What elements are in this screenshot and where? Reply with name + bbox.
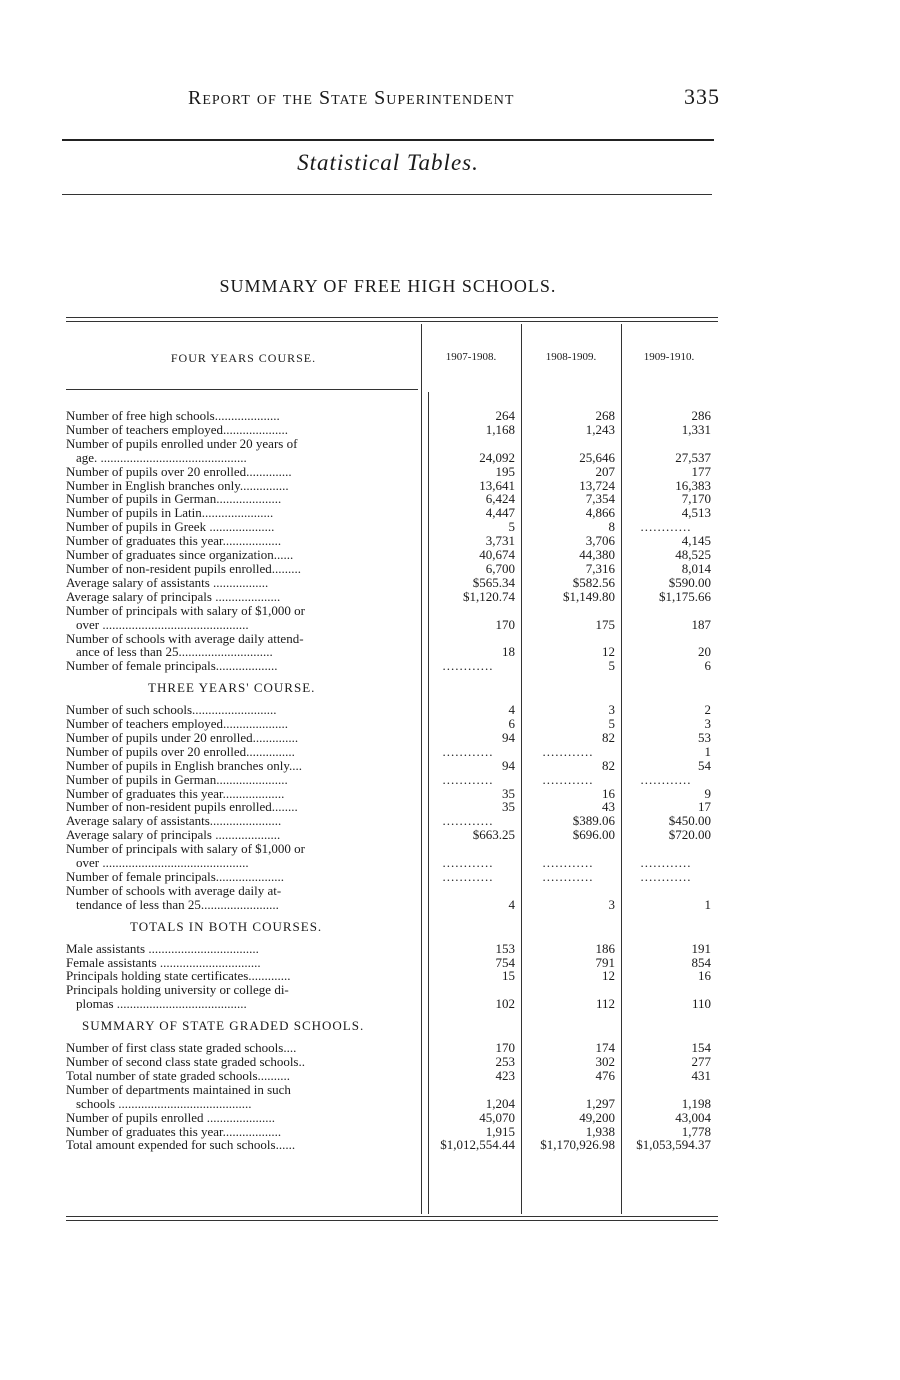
row-label-line: Number of schools with average daily at- <box>66 882 282 898</box>
table-row <box>66 632 722 660</box>
row-label-line: Total amount expended for such schools...... <box>66 1137 296 1153</box>
row-value: 186 <box>595 940 615 956</box>
row-value: 153 <box>495 940 515 956</box>
row-label-line: Average salary of principals .................... <box>66 827 281 843</box>
row-label-line: Number of graduates since organization...... <box>66 547 294 563</box>
row-label-line: Number of graduates this year.................. <box>66 533 282 549</box>
row-value: 5 <box>508 519 515 535</box>
row-label-line: Average salary of principals .................... <box>66 588 281 604</box>
table-row <box>66 800 722 814</box>
row-label <box>66 828 421 842</box>
graded-section <box>66 1041 722 1152</box>
table-row <box>66 1125 722 1139</box>
row-value: 170 <box>495 616 515 632</box>
table-row <box>66 562 722 576</box>
row-label-line: Number of second class state graded schools.. <box>66 1053 305 1069</box>
row-value: 6,424 <box>485 491 515 507</box>
row-label <box>66 1083 421 1111</box>
row-label-line: Number of pupils over 20 enrolled.............. <box>66 463 292 479</box>
row-label-line: Number of teachers employed.................... <box>66 421 289 437</box>
table-row <box>66 703 722 717</box>
four-year-section <box>66 409 722 673</box>
table-row <box>66 942 722 956</box>
table-row <box>66 814 722 828</box>
row-value: 154 <box>691 1040 711 1056</box>
row-label-line: Number of pupils enrolled under 20 years of <box>66 435 298 451</box>
row-label <box>66 1111 421 1125</box>
row-value: 4,447 <box>485 505 515 521</box>
row-value: 264 <box>495 408 515 423</box>
row-value: 17 <box>698 799 711 815</box>
table-row <box>66 520 722 534</box>
row-value: $1,170,926.98 <box>540 1137 615 1153</box>
row-value: $582.56 <box>572 574 615 590</box>
row-value: 1,778 <box>681 1123 711 1139</box>
row-value: $1,149.80 <box>563 588 615 604</box>
row-value: 44,380 <box>579 547 615 563</box>
row-value: 1,198 <box>681 1095 711 1111</box>
row-label <box>66 870 421 884</box>
row-value: 7,170 <box>681 491 711 507</box>
table-bottom-rule <box>66 1216 718 1221</box>
row-value: 110 <box>691 996 711 1012</box>
row-label <box>66 942 421 956</box>
row-label <box>66 1041 421 1055</box>
row-value: 7,354 <box>585 491 615 507</box>
row-value: 9 <box>704 785 711 801</box>
row-value: $590.00 <box>668 574 711 590</box>
row-label <box>66 1138 421 1152</box>
row-label-line: Number of non-resident pupils enrolled......... <box>66 560 302 576</box>
row-value: 1,915 <box>485 1123 515 1139</box>
row-value: 112 <box>595 996 615 1012</box>
row-value: 791 <box>595 954 615 970</box>
table-row <box>66 604 722 632</box>
row-label <box>66 956 421 970</box>
page-number: 335 <box>684 84 720 109</box>
row-value: $565.34 <box>472 574 515 590</box>
row-value: $663.25 <box>472 827 515 843</box>
row-label-line: over ............................................. <box>76 855 249 871</box>
row-value: 16 <box>602 785 615 801</box>
row-label-line: Number of graduates this year................... <box>66 785 285 801</box>
row-value: 49,200 <box>579 1109 615 1125</box>
section-rule <box>62 194 712 195</box>
row-value: 431 <box>691 1067 711 1083</box>
table-row <box>66 590 722 604</box>
row-value: 40,674 <box>479 547 515 563</box>
row-value: 27,537 <box>675 449 711 465</box>
row-value: 12 <box>602 968 615 984</box>
row-value: 187 <box>691 616 711 632</box>
column-header-course: FOUR YEARS COURSE. <box>170 351 317 365</box>
table-row <box>66 1041 722 1055</box>
section-title: Statistical Tables. <box>297 150 479 175</box>
row-label <box>66 562 421 576</box>
row-label-line: plomas ........................................ <box>76 996 247 1012</box>
table-row <box>66 1069 722 1083</box>
row-value: 286 <box>691 408 711 423</box>
row-value: $1,053,594.37 <box>636 1137 711 1153</box>
row-value: ............ <box>442 658 494 674</box>
row-value: $450.00 <box>668 813 711 829</box>
row-label <box>66 787 421 801</box>
row-value: 45,070 <box>479 1109 515 1125</box>
row-label-line: Average salary of assistants...................... <box>66 813 282 829</box>
table-body <box>66 409 722 1152</box>
row-label <box>66 520 421 534</box>
running-head <box>70 84 720 110</box>
row-label-line: ance of less than 25............................. <box>76 644 273 660</box>
row-value: 20 <box>698 644 711 660</box>
row-label-line: Number of free high schools.................... <box>66 408 280 423</box>
row-value: 1,168 <box>485 421 515 437</box>
row-label-line: Number of pupils in English branches only.... <box>66 757 303 773</box>
row-value: 3,706 <box>585 533 615 549</box>
row-value: 174 <box>595 1040 615 1056</box>
row-value: ............ <box>442 743 494 759</box>
row-value: 102 <box>495 996 515 1012</box>
row-value: 476 <box>595 1067 615 1083</box>
row-value: ............ <box>442 855 494 871</box>
row-value: $389.06 <box>572 813 615 829</box>
row-label-line: Number of pupils in German.................... <box>66 491 282 507</box>
row-label <box>66 492 421 506</box>
row-label <box>66 969 421 983</box>
row-value: 302 <box>595 1053 615 1069</box>
row-label <box>66 745 421 759</box>
column-header-year: 1908-1909. <box>545 351 597 363</box>
row-label-line: Number of departments maintained in such <box>66 1081 291 1097</box>
table-row <box>66 759 722 773</box>
row-label-line: Number of teachers employed.................... <box>66 716 289 732</box>
row-value: ............ <box>640 855 692 871</box>
row-label <box>66 534 421 548</box>
row-value: 53 <box>698 729 711 745</box>
row-value: 8 <box>608 519 615 535</box>
row-label <box>66 479 421 493</box>
row-label-line: Total number of state graded schools.......... <box>66 1067 291 1083</box>
row-label <box>66 800 421 814</box>
row-value: 4 <box>508 702 515 718</box>
row-value: 207 <box>595 463 615 479</box>
row-value: ............ <box>542 869 594 884</box>
row-label-line: Number of pupils under 20 enrolled.............. <box>66 729 299 745</box>
row-value: 854 <box>691 954 711 970</box>
table-top-rule <box>66 317 718 322</box>
row-label <box>66 842 421 870</box>
row-label-line: Average salary of assistants ................. <box>66 574 269 590</box>
table-row <box>66 828 722 842</box>
table-row <box>66 842 722 870</box>
row-value: 1,331 <box>681 421 711 437</box>
row-label <box>66 717 421 731</box>
row-label-line: age. ............................................. <box>76 449 247 465</box>
table-row <box>66 1138 722 1152</box>
table-row <box>66 423 722 437</box>
row-value: 43 <box>602 799 615 815</box>
row-label <box>66 409 421 423</box>
row-value: 4 <box>508 896 515 912</box>
table-row <box>66 576 722 590</box>
row-value: 16,383 <box>675 477 711 493</box>
row-label-line: Number of female principals..................... <box>66 869 285 884</box>
row-value: ............ <box>442 869 494 884</box>
table-row <box>66 492 722 506</box>
table-row <box>66 479 722 493</box>
row-label <box>66 983 421 1011</box>
row-label-line: over ............................................. <box>76 616 249 632</box>
row-label-line: Principals holding university or college di- <box>66 982 289 998</box>
row-label <box>66 1069 421 1083</box>
table-row <box>66 983 722 1011</box>
row-value: 6 <box>704 658 711 674</box>
row-value: 94 <box>502 729 515 745</box>
row-value: 13,641 <box>479 477 515 493</box>
three-year-section <box>66 703 722 912</box>
table-row <box>66 969 722 983</box>
three-year-heading: THREE YEARS' COURSE. <box>148 680 316 696</box>
row-value: ............ <box>640 771 692 787</box>
running-head-title: Report of the State Superintendent <box>188 87 515 109</box>
row-label <box>66 884 421 912</box>
row-value: 43,004 <box>675 1109 711 1125</box>
row-label <box>66 437 421 465</box>
row-value: 5 <box>608 658 615 674</box>
row-value: 1,938 <box>585 1123 615 1139</box>
table-row <box>66 548 722 562</box>
row-value: 195 <box>495 463 515 479</box>
row-value: $720.00 <box>668 827 711 843</box>
row-label-line: Number of female principals................... <box>66 658 278 674</box>
row-label <box>66 576 421 590</box>
totals-heading: TOTALS IN BOTH COURSES. <box>130 918 323 934</box>
table-row <box>66 1111 722 1125</box>
row-label-line: Number of non-resident pupils enrolled........ <box>66 799 298 815</box>
table-row <box>66 787 722 801</box>
row-label <box>66 659 421 673</box>
table-row <box>66 745 722 759</box>
row-value: ............ <box>442 771 494 787</box>
table-row <box>66 506 722 520</box>
row-label <box>66 632 421 660</box>
table-row <box>66 870 722 884</box>
row-label-line: Number of first class state graded schools.... <box>66 1040 297 1056</box>
row-value: $1,175.66 <box>659 588 711 604</box>
row-label-line: Principals holding state certificates............. <box>66 968 291 984</box>
row-value: $1,120.74 <box>463 588 515 604</box>
row-label-line: schools ......................................... <box>76 1095 252 1111</box>
row-value: 170 <box>495 1040 515 1056</box>
row-value: ............ <box>542 771 594 787</box>
header-rule <box>62 139 714 141</box>
row-value: 1 <box>704 896 711 912</box>
row-value: 4,513 <box>681 505 711 521</box>
row-value: 82 <box>602 757 615 773</box>
row-label <box>66 703 421 717</box>
row-label <box>66 1125 421 1139</box>
row-value: 15 <box>502 968 515 984</box>
table-row <box>66 1083 722 1111</box>
table-row <box>66 717 722 731</box>
row-value: 268 <box>595 408 615 423</box>
row-value: $1,012,554.44 <box>440 1137 515 1153</box>
row-value: 3 <box>608 896 615 912</box>
row-value: 1,297 <box>585 1095 615 1111</box>
row-value: 35 <box>502 799 515 815</box>
row-label <box>66 759 421 773</box>
row-label <box>66 814 421 828</box>
row-value: ............ <box>542 743 594 759</box>
row-label <box>66 423 421 437</box>
column-header-year: 1907-1908. <box>445 351 497 363</box>
row-label-line: Number of such schools.......................... <box>66 702 277 718</box>
row-label <box>66 548 421 562</box>
row-value: 6,700 <box>485 560 515 576</box>
row-label-line: Number of pupils over 20 enrolled............... <box>66 743 295 759</box>
row-label-line: Number of pupils in Greek .................... <box>66 519 275 535</box>
row-value: 13,724 <box>579 477 615 493</box>
row-value: 3,731 <box>485 533 515 549</box>
row-label-line: Number in English branches only............... <box>66 477 289 493</box>
row-value: 1,243 <box>585 421 615 437</box>
row-value: ............ <box>640 869 692 884</box>
row-value: 8,014 <box>681 560 711 576</box>
row-value: 253 <box>495 1053 515 1069</box>
table-row <box>66 437 722 465</box>
row-value: 94 <box>502 757 515 773</box>
row-label <box>66 506 421 520</box>
row-label <box>66 604 421 632</box>
header-underline <box>66 389 418 390</box>
row-value: 12 <box>602 644 615 660</box>
row-label <box>66 1055 421 1069</box>
row-value: 4,866 <box>585 505 615 521</box>
column-header-year: 1909-1910. <box>643 351 695 363</box>
row-value: 25,646 <box>579 449 615 465</box>
row-value: 24,092 <box>479 449 515 465</box>
row-label <box>66 773 421 787</box>
totals-section <box>66 942 722 1012</box>
row-label <box>66 590 421 604</box>
row-label <box>66 465 421 479</box>
row-value: ............ <box>542 855 594 871</box>
row-value: $696.00 <box>572 827 615 843</box>
row-value: 175 <box>595 616 615 632</box>
row-label-line: Number of pupils in Latin...................... <box>66 505 274 521</box>
row-value: 3 <box>704 716 711 732</box>
row-label-line: tendance of less than 25........................ <box>76 896 279 912</box>
graded-heading: SUMMARY OF STATE GRADED SCHOOLS. <box>82 1018 365 1034</box>
row-value: 177 <box>691 463 711 479</box>
row-value: 6 <box>508 716 515 732</box>
row-label-line: Number of graduates this year.................. <box>66 1123 282 1139</box>
table-row <box>66 773 722 787</box>
table-row <box>66 409 722 423</box>
table-row <box>66 659 722 673</box>
row-label-line: Number of pupils in German...................... <box>66 771 288 787</box>
table-row <box>66 731 722 745</box>
row-value: ............ <box>442 813 494 829</box>
row-label-line: Number of schools with average daily attend- <box>66 630 304 646</box>
row-value: 7,316 <box>585 560 615 576</box>
row-value: ............ <box>640 519 692 535</box>
row-value: 5 <box>608 716 615 732</box>
row-value: 754 <box>495 954 515 970</box>
table-row <box>66 534 722 548</box>
row-value: 35 <box>502 785 515 801</box>
row-value: 48,525 <box>675 547 711 563</box>
row-value: 3 <box>608 702 615 718</box>
table-row <box>66 884 722 912</box>
row-value: 1,204 <box>485 1095 515 1111</box>
row-value: 82 <box>602 729 615 745</box>
row-value: 2 <box>704 702 711 718</box>
row-value: 1 <box>704 743 711 759</box>
row-value: 54 <box>698 757 711 773</box>
table-row <box>66 1055 722 1069</box>
row-value: 18 <box>502 644 515 660</box>
table-row <box>66 956 722 970</box>
row-label-line: Male assistants .................................. <box>66 940 259 956</box>
row-value: 4,145 <box>681 533 711 549</box>
row-value: 277 <box>691 1053 711 1069</box>
row-label-line: Number of principals with salary of $1,000 or <box>66 841 306 857</box>
row-label <box>66 731 421 745</box>
row-label-line: Number of pupils enrolled ..................... <box>66 1109 276 1125</box>
row-value: 191 <box>691 940 711 956</box>
row-value: 423 <box>495 1067 515 1083</box>
table-title: SUMMARY OF FREE HIGH SCHOOLS. <box>219 276 557 296</box>
row-label-line: Female assistants ............................... <box>66 954 261 970</box>
row-value: 16 <box>698 968 711 984</box>
row-label-line: Number of principals with salary of $1,000 or <box>66 602 306 618</box>
table-row <box>66 465 722 479</box>
